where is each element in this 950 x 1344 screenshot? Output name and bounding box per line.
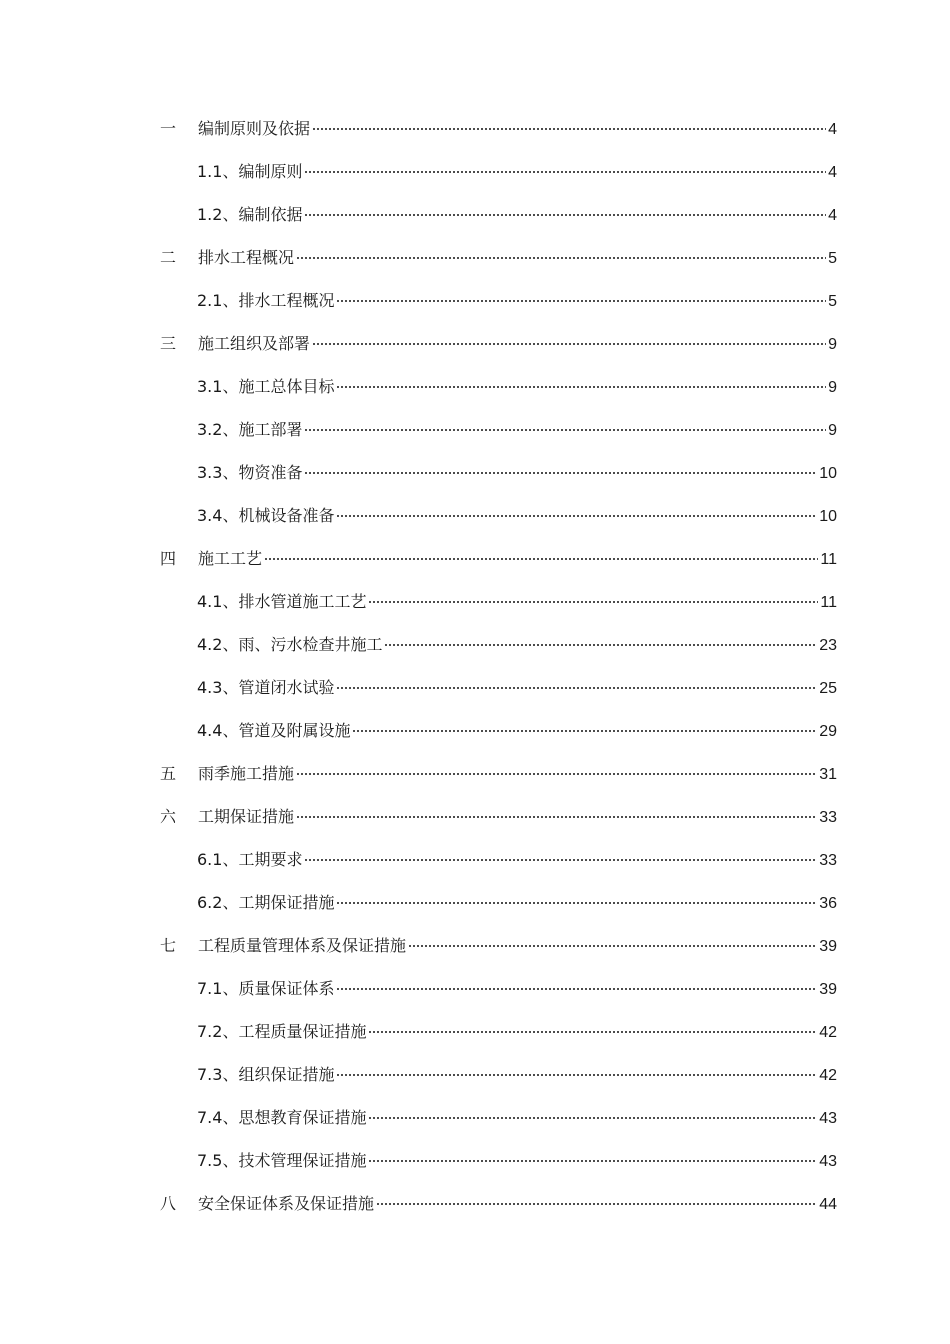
toc-entry-title: 安全保证体系及保证措施 — [198, 1194, 375, 1213]
toc-page-number: 9 — [828, 379, 837, 396]
toc-entry-4-4[interactable] — [197, 719, 837, 743]
toc-entry-number: 四 — [160, 549, 177, 568]
toc-entry-title: 4.3、管道闭水试验 — [197, 678, 335, 697]
toc-entry-title: 雨季施工措施 — [198, 764, 295, 783]
toc-page-number: 10 — [819, 508, 837, 525]
toc-entry-4[interactable] — [160, 547, 837, 571]
toc-entry-7-5[interactable] — [197, 1149, 837, 1173]
toc-page-number: 10 — [819, 465, 837, 482]
toc-dot-leader — [296, 773, 817, 775]
toc-entry-5[interactable] — [160, 762, 837, 786]
toc-dot-leader — [336, 902, 817, 904]
toc-dot-leader — [304, 429, 826, 431]
toc-entry-7-1[interactable] — [197, 977, 837, 1001]
toc-entry-7-2[interactable] — [197, 1020, 837, 1044]
toc-page-number: 5 — [828, 293, 837, 310]
toc-entry-title: 工程质量管理体系及保证措施 — [198, 936, 407, 955]
toc-entry-1-1[interactable] — [197, 160, 837, 184]
toc-entry-number: 三 — [160, 334, 177, 353]
toc-dot-leader — [312, 343, 826, 345]
toc-entry-title: 6.1、工期要求 — [197, 850, 303, 869]
toc-dot-leader — [384, 644, 817, 646]
toc-entry-title: 3.2、施工部署 — [197, 420, 303, 439]
toc-entry-2-1[interactable] — [197, 289, 837, 313]
toc-dot-leader — [296, 816, 817, 818]
toc-entry-7-3[interactable] — [197, 1063, 837, 1087]
toc-dot-leader — [304, 171, 826, 173]
toc-dot-leader — [352, 730, 817, 732]
toc-entry-title: 4.2、雨、污水检查井施工 — [197, 635, 383, 654]
toc-entry-6-2[interactable] — [197, 891, 837, 915]
toc-page-number: 33 — [819, 809, 837, 826]
toc-entry-6-1[interactable] — [197, 848, 837, 872]
toc-page-number: 39 — [819, 938, 837, 955]
toc-entry-6[interactable] — [160, 805, 837, 829]
toc-dot-leader — [336, 1074, 817, 1076]
toc-entry-number: 二 — [160, 248, 177, 267]
toc-page-number: 39 — [819, 981, 837, 998]
toc-entry-3-2[interactable] — [197, 418, 837, 442]
toc-entry-number: 一 — [160, 119, 177, 138]
toc-entry-title: 1.2、编制依据 — [197, 205, 303, 224]
toc-page-number: 11 — [820, 551, 837, 568]
toc-entry-title: 7.1、质量保证体系 — [197, 979, 335, 998]
toc-dot-leader — [304, 472, 817, 474]
toc-dot-leader — [336, 515, 817, 517]
toc-dot-leader — [336, 386, 826, 388]
toc-entry-1[interactable] — [160, 117, 837, 141]
toc-page-number: 33 — [819, 852, 837, 869]
toc-entry-title: 4.4、管道及附属设施 — [197, 721, 351, 740]
toc-entry-3[interactable] — [160, 332, 837, 356]
toc-dot-leader — [304, 859, 817, 861]
toc-page-number: 36 — [819, 895, 837, 912]
toc-entry-title: 施工组织及部署 — [198, 334, 311, 353]
toc-dot-leader — [368, 601, 818, 603]
toc-dot-leader — [264, 558, 818, 560]
toc-entry-7[interactable] — [160, 934, 837, 958]
toc-entry-title: 施工工艺 — [198, 549, 263, 568]
toc-page-number: 44 — [819, 1196, 837, 1213]
toc-entry-title: 7.5、技术管理保证措施 — [197, 1151, 367, 1170]
toc-dot-leader — [336, 988, 817, 990]
toc-entry-number: 六 — [160, 807, 177, 826]
toc-page-number: 42 — [819, 1024, 837, 1041]
toc-dot-leader — [312, 128, 826, 130]
toc-entry-title: 工期保证措施 — [198, 807, 295, 826]
toc-entry-3-3[interactable] — [197, 461, 837, 485]
toc-entry-title: 7.3、组织保证措施 — [197, 1065, 335, 1084]
toc-entry-3-1[interactable] — [197, 375, 837, 399]
toc-page-number: 25 — [819, 680, 837, 697]
toc-entry-4-1[interactable] — [197, 590, 837, 614]
toc-dot-leader — [368, 1160, 817, 1162]
toc-entry-4-2[interactable] — [197, 633, 837, 657]
toc-entry-4-3[interactable] — [197, 676, 837, 700]
toc-dot-leader — [336, 300, 826, 302]
toc-entry-1-2[interactable] — [197, 203, 837, 227]
toc-page-number: 11 — [820, 594, 837, 611]
toc-entry-8[interactable] — [160, 1192, 837, 1216]
toc-dot-leader — [408, 945, 817, 947]
toc-page-number: 42 — [819, 1067, 837, 1084]
toc-entry-7-4[interactable] — [197, 1106, 837, 1130]
toc-page-number: 43 — [819, 1110, 837, 1127]
toc-entry-title: 3.1、施工总体目标 — [197, 377, 335, 396]
toc-page-number: 9 — [828, 336, 837, 353]
toc-entry-title: 4.1、排水管道施工工艺 — [197, 592, 367, 611]
toc-page-number: 31 — [819, 766, 837, 783]
toc-entry-3-4[interactable] — [197, 504, 837, 528]
toc-entry-number: 七 — [160, 936, 177, 955]
toc-dot-leader — [368, 1031, 817, 1033]
toc-entry-title: 2.1、排水工程概况 — [197, 291, 335, 310]
toc-entry-title: 编制原则及依据 — [198, 119, 311, 138]
toc-dot-leader — [304, 214, 826, 216]
toc-page-number: 43 — [819, 1153, 837, 1170]
toc-page-number: 5 — [828, 250, 837, 267]
toc-page-number: 29 — [819, 723, 837, 740]
toc-page-number: 9 — [828, 422, 837, 439]
toc-dot-leader — [336, 687, 817, 689]
toc-entry-title: 排水工程概况 — [198, 248, 295, 267]
toc-page-number: 4 — [828, 207, 837, 224]
toc-entry-number: 五 — [160, 764, 177, 783]
toc-dot-leader — [296, 257, 826, 259]
toc-entry-title: 7.4、思想教育保证措施 — [197, 1108, 367, 1127]
toc-entry-title: 3.3、物资准备 — [197, 463, 303, 482]
toc-entry-title: 6.2、工期保证措施 — [197, 893, 335, 912]
toc-entry-title: 3.4、机械设备准备 — [197, 506, 335, 525]
toc-entry-title: 1.1、编制原则 — [197, 162, 303, 181]
toc-entry-number: 八 — [160, 1194, 177, 1213]
toc-entry-2[interactable] — [160, 246, 837, 270]
toc-page-number: 4 — [828, 121, 837, 138]
toc-dot-leader — [368, 1117, 817, 1119]
toc-dot-leader — [376, 1203, 817, 1205]
toc-page-number: 4 — [828, 164, 837, 181]
toc-page-number: 23 — [819, 637, 837, 654]
toc-entry-title: 7.2、工程质量保证措施 — [197, 1022, 367, 1041]
